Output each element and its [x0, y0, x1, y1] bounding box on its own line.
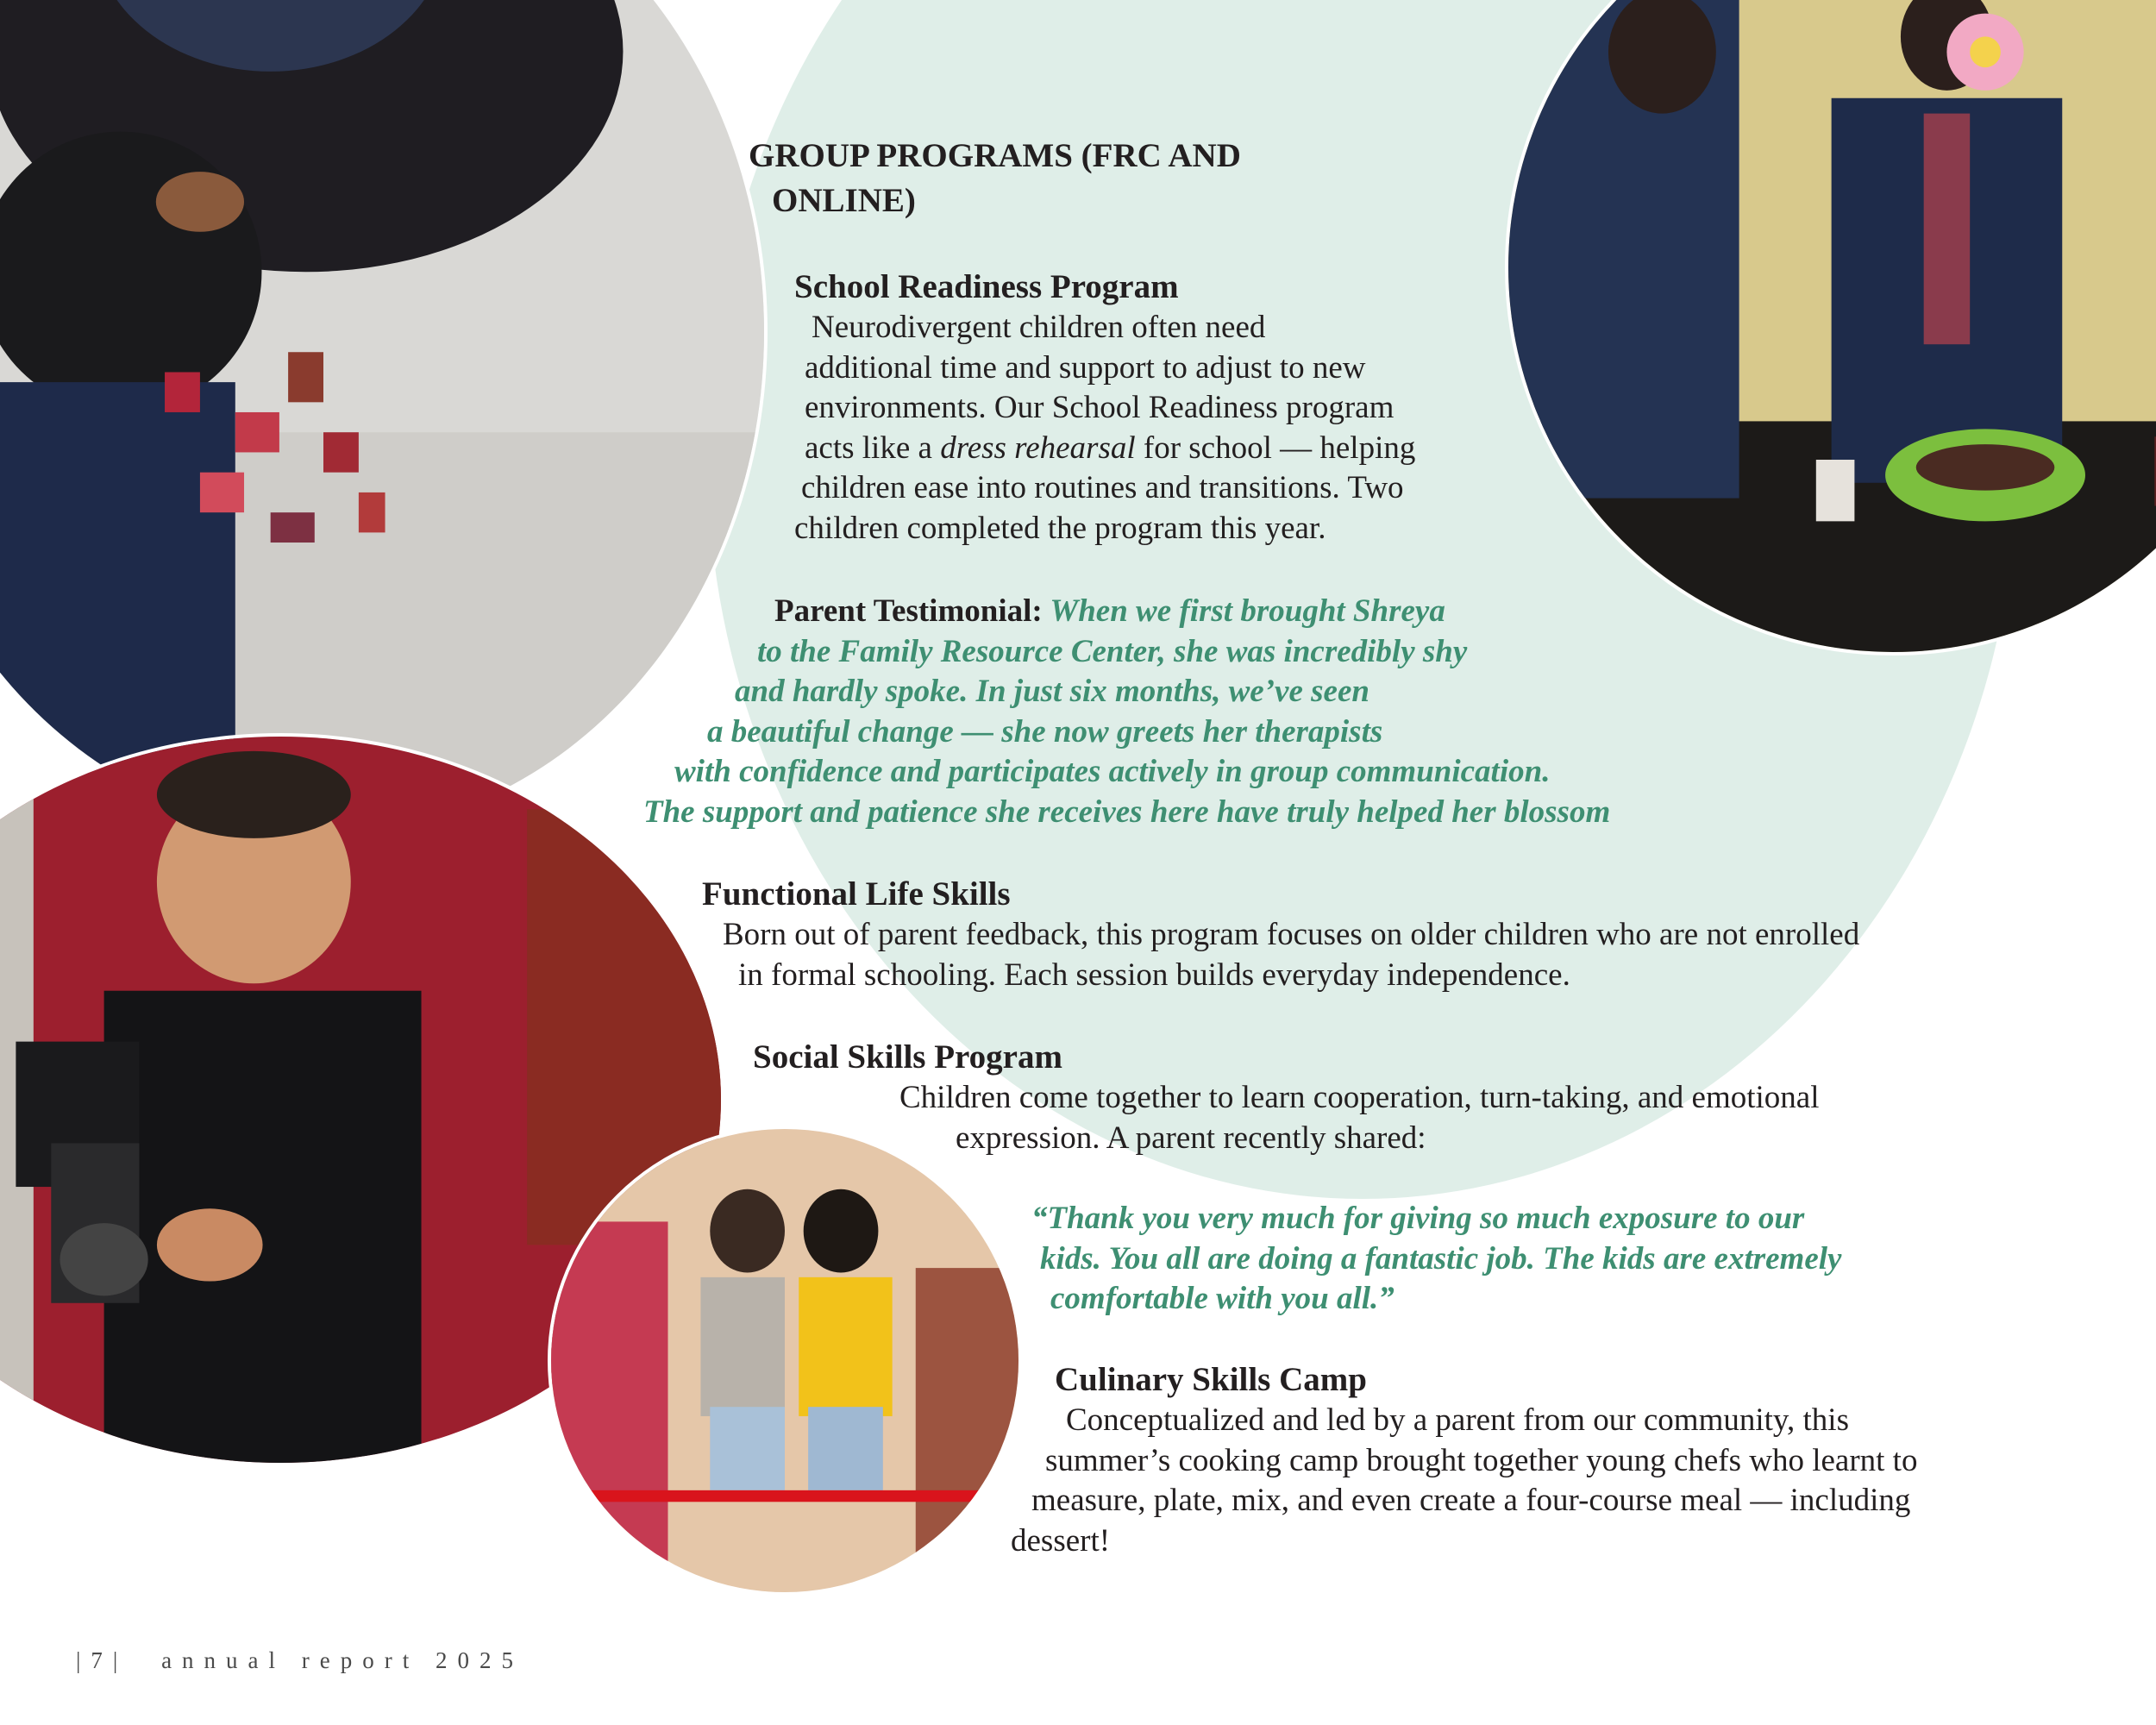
title-line-1: GROUP PROGRAMS (FRC AND	[749, 137, 1241, 174]
social-skills-heading: Social Skills Program	[753, 1038, 1062, 1076]
photo-ribbon-cutting	[548, 1126, 1022, 1596]
footer	[76, 1647, 523, 1674]
functional-life-skills-text: Born out of parent feedback, this program focuses on older children who are not enrolled in formal schooling. Each session builds everyday independence.	[723, 917, 1860, 993]
culinary-text: Conceptualized and led by a parent from our community, this summer’s cooking camp brought together young chefs who learnt to measure, plate, mix, and even create a four-course meal — including dessert!	[1011, 1402, 1918, 1559]
culinary-heading: Culinary Skills Camp	[1055, 1361, 1367, 1398]
parent-testimonial: Parent Testimonial: When we first brought Shreya to the Family Resource Center, she was incredibly shy and hardly spoke. In just six months, we’ve seen a beautiful change — she now greets her therapists with confidence and participates actively in group communication. The support and patience she receives here have truly helped her blossom	[643, 593, 1611, 830]
social-skills-quote: “Thank you very much for giving so much exposure to our kids. You all are doing a fantastic job. The kids are extremely comfortable with you all.”	[1031, 1201, 1842, 1316]
footer-label: annual report 2025	[161, 1647, 523, 1673]
page-title	[749, 134, 1241, 223]
school-readiness-heading: School Readiness Program	[794, 268, 1179, 305]
title-line-2: ONLINE)	[772, 182, 916, 219]
testimonial-label: Parent Testimonial:	[774, 593, 1043, 629]
functional-life-skills-heading: Functional Life Skills	[702, 875, 1011, 913]
page-number: |7|	[76, 1647, 128, 1673]
social-skills-text: Children come together to learn cooperation, turn-taking, and emotional expression. A parent recently shared:	[899, 1080, 1820, 1156]
school-readiness-text: Neurodivergent children often need additional time and support to adjust to new environments. Our School Readiness program acts like a dress rehearsal for school — helping children ease into routines and transitions. Two children completed the program this year.	[794, 310, 1416, 546]
